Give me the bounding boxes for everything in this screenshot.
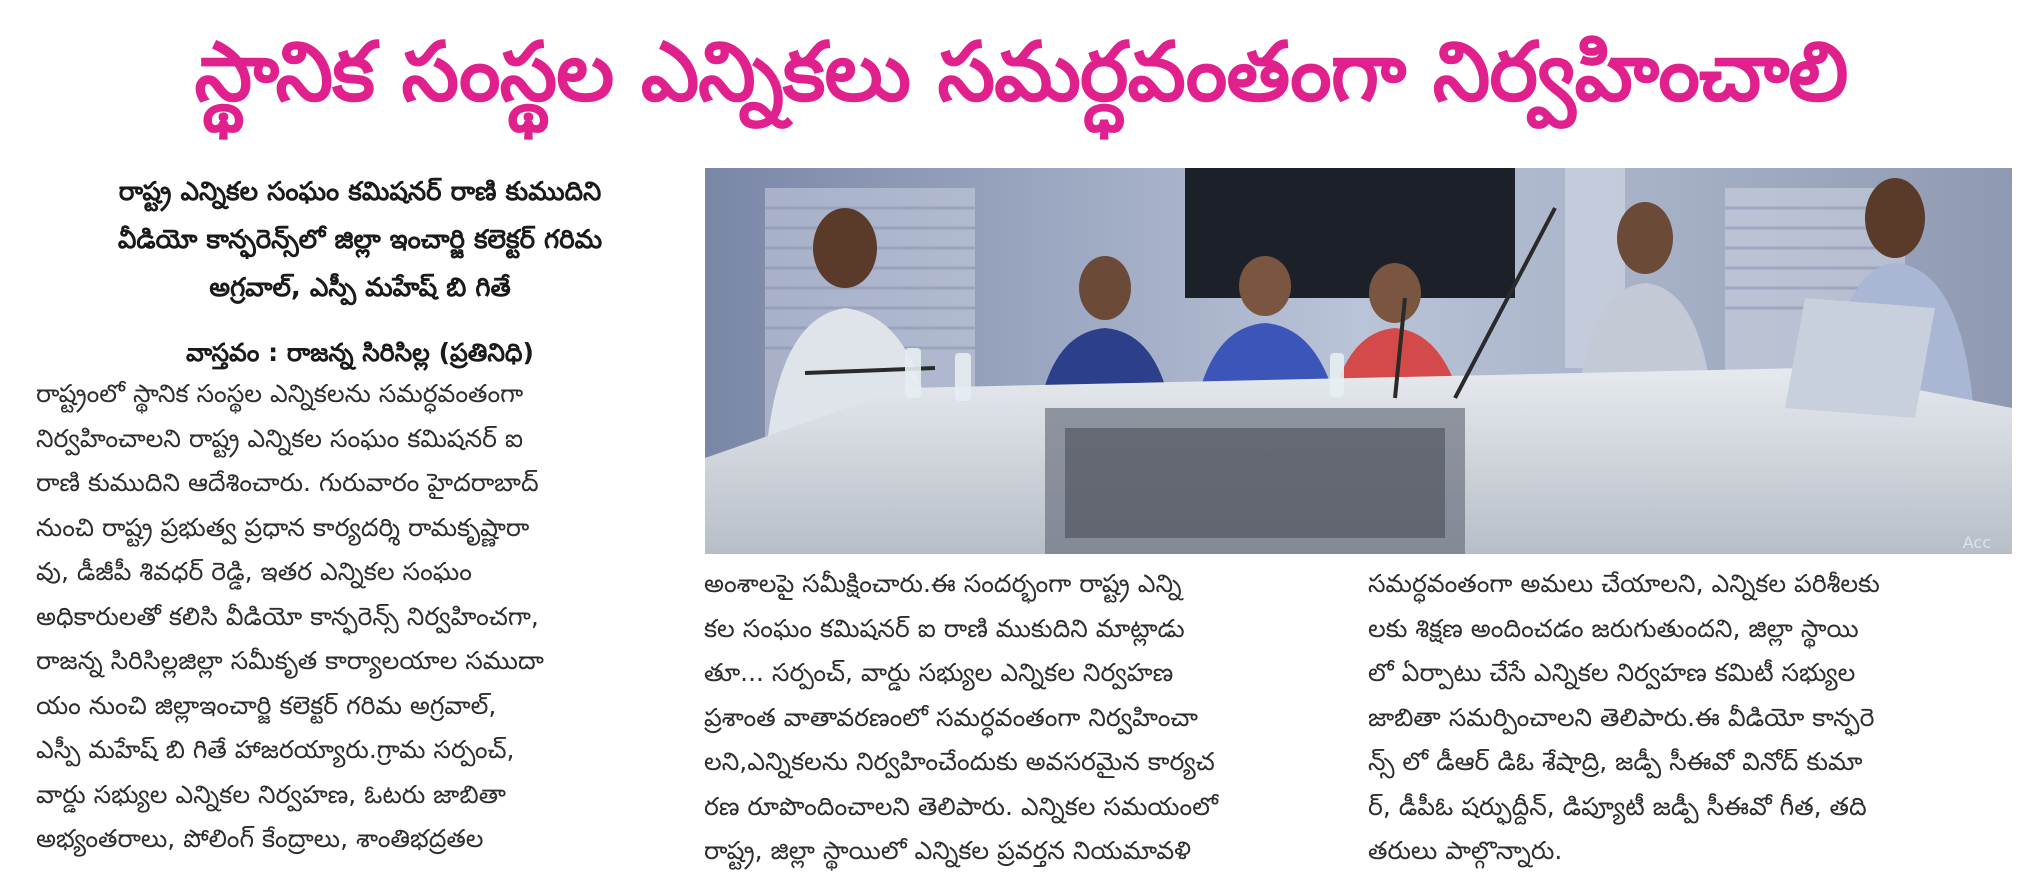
- text-line: సమర్ధవంతంగా అమలు చేయాలని, ఎన్నికల పరిశీలకు: [1368, 569, 1880, 598]
- text-line: యం నుంచి జిల్లాఇంచార్జి కలెక్టర్ గరిమ అగ్రవాల్,: [36, 690, 497, 720]
- text-line: ఎస్పీ మహేష్ బి గితే హాజరయ్యారు.గ్రామ సర్పంచ్,: [36, 735, 515, 764]
- photo-watermark: Acc: [1962, 533, 1991, 552]
- text-line: లో ఏర్పాటు చేసే ఎన్నికల నిర్వహణ కమిటీ సభ్యుల: [1368, 658, 1856, 687]
- text-line: ర్, డీపీఓ షర్ఫుద్దీన్, డిప్యూటీ జడ్పీ సీఈవో గీత, తది: [1368, 791, 1867, 821]
- text-line: నిర్వహించాలని రాష్ట్ర ఎన్నికల సంఘం కమిషనర్ ఐ: [36, 423, 524, 453]
- headline: స్థానిక సంస్థల ఎన్నికలు సమర్ధవంతంగా నిర్వహించాలి: [194, 25, 1848, 120]
- text-line: నుంచి రాష్ట్ర ప్రభుత్వ ప్రధాన కార్యదర్శి రామకృష్ణారా: [36, 512, 530, 542]
- text-line: వార్డు సభ్యుల ఎన్నికల నిర్వహణ, ఓటరు జాబితా: [36, 779, 506, 809]
- text-line: లకు శిక్షణ అందించడం జరుగుతుందని, జిల్లా స్థాయి: [1368, 613, 1859, 643]
- text-line: వు, డీజీపీ శివధర్ రెడ్డి, ఇతర ఎన్నికల సంఘం: [36, 557, 472, 586]
- text-line: లని,ఎన్నికలను నిర్వహించేందుకు అవసరమైన కార్యచ: [704, 747, 1215, 776]
- tv-screen: [1185, 168, 1515, 298]
- text-line: న్స్ లో డీఆర్ డిఓ శేషాద్రి, జడ్పీ సీఈవో వినోద్ కుమా: [1368, 747, 1863, 776]
- article-column-1: [36, 372, 686, 862]
- text-line: తూ... సర్పంచ్, వార్డు సభ్యుల ఎన్నికల నిర్వహణ: [704, 658, 1174, 687]
- news-photo: [705, 168, 2012, 554]
- dateline: వాస్తవం : రాజన్న సిరిసిల్ల (ప్రతినిధి): [186, 338, 534, 367]
- text-line: ప్రశాంత వాతావరణంలో సమర్ధవంతంగా నిర్వహించా: [704, 702, 1198, 732]
- text-line: జాబితా సమర్పించాలని తెలిపారు.ఈ వీడియో కాన్ఫరె: [1368, 702, 1875, 732]
- text-line: తరులు పాల్గొన్నారు.: [1368, 836, 1563, 865]
- text-line: కల సంఘం కమిషనర్ ఐ రాణి ముకుదిని మాట్లాడు: [704, 613, 1185, 643]
- text-line: రాష్ట్ర, జిల్లా స్థాయిలో ఎన్నికల ప్రవర్తన నియమావళి: [704, 836, 1191, 865]
- meeting-photo-illustration: [705, 168, 2012, 554]
- text-line: రాణి కుముదిని ఆదేశించారు. గురువారం హైదరాబాద్: [36, 468, 539, 497]
- laptop: [1785, 298, 1935, 418]
- text-line: రాష్ట్రంలో స్థానిక సంస్థల ఎన్నికలను సమర్ధవంతంగా: [36, 379, 524, 408]
- subheadline: [40, 168, 680, 312]
- text-line: రాజన్న సిరిసిల్లజిల్లా సమీకృత కార్యాలయాల సముదా: [36, 646, 544, 675]
- article-column-3: [1368, 562, 2008, 874]
- subheadline-line: వీడియో కాన్ఫరెన్స్‌లో జిల్లా ఇంచార్జి కలెక్టర్ గరిమ: [117, 225, 603, 255]
- text-line: అభ్యంతరాలు, పోలింగ్ కేంద్రాలు, శాంతిభద్రతల: [36, 824, 484, 853]
- subheadline-line: రాష్ట్ర ఎన్నికల సంఘం కమిషనర్ రాణి కుముదిని: [118, 177, 602, 207]
- article-column-2: [704, 562, 1344, 874]
- text-line: అధికారులతో కలిసి వీడియో కాన్ఫరెన్స్ నిర్వహించగా,: [36, 601, 539, 631]
- text-line: అంశాలపై సమీక్షించారు.ఈ సందర్భంగా రాష్ట్ర ఎన్ని: [704, 569, 1182, 598]
- subheadline-line: అగ్రవాల్, ఎస్పీ మహేష్ బి గితే: [209, 273, 511, 303]
- text-line: రణ రూపొందించాలని తెలిపారు. ఎన్నికల సమయంలో: [704, 791, 1218, 821]
